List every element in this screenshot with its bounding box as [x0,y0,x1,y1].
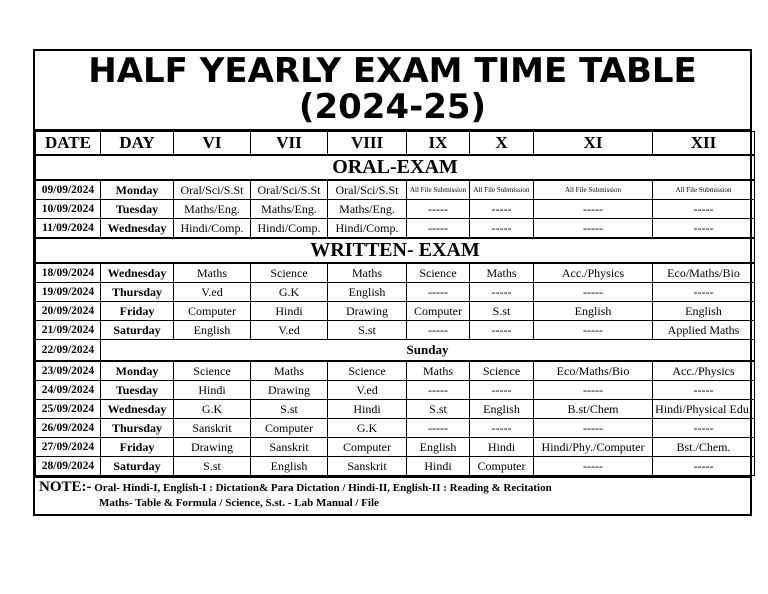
day-cell: Monday [101,180,174,200]
subject-cell: English [470,400,534,419]
column-header: VII [251,132,328,156]
subject-cell: ----- [407,419,470,438]
subject-cell: ----- [407,219,470,239]
holiday-label: Sunday [101,340,755,362]
subject-cell: Maths/Eng. [251,200,328,219]
subject-cell: Applied Maths [653,321,755,340]
subject-cell: Computer [407,302,470,321]
subject-cell: Science [407,263,470,283]
table-row [36,361,755,381]
subject-cell: Computer [328,438,407,457]
subject-cell: V.ed [174,283,251,302]
subject-cell: English [653,302,755,321]
table-row [36,400,755,419]
subject-cell: Eco/Maths/Bio [653,263,755,283]
subject-cell: Sanskrit [251,438,328,457]
subject-cell: ----- [470,381,534,400]
subject-cell: S.st [328,321,407,340]
date-cell: 27/09/2024 [36,438,101,457]
date-cell: 11/09/2024 [36,219,101,239]
day-cell: Saturday [101,321,174,340]
subject-cell: V.ed [328,381,407,400]
note-line-2: Maths- Table & Formula / Science, S.st. - Lab Manual / File [99,497,379,509]
subject-cell: ----- [534,283,653,302]
date-cell: 23/09/2024 [36,361,101,381]
column-header: XII [653,132,755,156]
subject-cell: ----- [653,457,755,476]
subject-cell: S.st [407,400,470,419]
note-label: NOTE:- [39,479,92,495]
subject-cell: Computer [251,419,328,438]
subject-cell: ----- [653,219,755,239]
subject-cell: All File Submission [534,180,653,200]
subject-cell: All File Submission [653,180,755,200]
subject-cell: All File Submission [407,180,470,200]
subject-cell: Computer [470,457,534,476]
date-cell: 10/09/2024 [36,200,101,219]
subject-cell: Acc./Physics [653,361,755,381]
subject-cell: Acc./Physics [534,263,653,283]
title-line-1: HALF YEARLY EXAM TIME TABLE [88,51,697,91]
subject-cell: Hindi [328,400,407,419]
oral-exam-header [36,155,755,180]
timetable-sheet [33,49,752,516]
date-cell: 28/09/2024 [36,457,101,476]
date-cell: 19/09/2024 [36,283,101,302]
subject-cell: Maths [174,263,251,283]
column-header: DAY [101,132,174,156]
subject-cell: English [328,283,407,302]
subject-cell: ----- [470,321,534,340]
subject-cell: Sanskrit [174,419,251,438]
subject-cell: Hindi/Physical Edu. [653,400,755,419]
subject-cell: ----- [407,283,470,302]
date-cell: 26/09/2024 [36,419,101,438]
subject-cell: English [407,438,470,457]
subject-cell: Hindi/Comp. [174,219,251,239]
date-cell: 25/09/2024 [36,400,101,419]
holiday-row [36,340,755,362]
date-cell: 22/09/2024 [36,340,101,362]
column-header: VIII [328,132,407,156]
subject-cell: ----- [470,419,534,438]
subject-cell: G.K [174,400,251,419]
subject-cell: Sanskrit [328,457,407,476]
column-header: DATE [36,132,101,156]
table-row [36,200,755,219]
column-header: XI [534,132,653,156]
note-line-1: Oral- Hindi-I, English-I : Dictation& Para Dictation / Hindi-II, English-II : Reading & Recitation [94,482,552,494]
date-cell: 24/09/2024 [36,381,101,400]
subject-cell: Hindi [251,302,328,321]
subject-cell: Science [251,263,328,283]
day-cell: Tuesday [101,381,174,400]
subject-cell: ----- [534,381,653,400]
header-row [36,132,755,156]
written-exam-header-label: WRITTEN- EXAM [36,238,755,263]
subject-cell: Hindi [407,457,470,476]
subject-cell: G.K [328,419,407,438]
subject-cell: Hindi [174,381,251,400]
subject-cell: ----- [470,219,534,239]
subject-cell: S.st [251,400,328,419]
subject-cell: Science [470,361,534,381]
day-cell: Monday [101,361,174,381]
day-cell: Friday [101,302,174,321]
oral-exam-header-label: ORAL-EXAM [36,155,755,180]
subject-cell: Maths [470,263,534,283]
day-cell: Tuesday [101,200,174,219]
column-header: VI [174,132,251,156]
subject-cell: Science [174,361,251,381]
subject-cell: Computer [174,302,251,321]
subject-cell: English [174,321,251,340]
date-cell: 21/09/2024 [36,321,101,340]
subject-cell: Hindi/Comp. [251,219,328,239]
subject-cell: ----- [653,419,755,438]
subject-cell: Oral/Sci/S.St [328,180,407,200]
day-cell: Friday [101,438,174,457]
subject-cell: Bst./Chem. [653,438,755,457]
table-row [36,381,755,400]
day-cell: Wednesday [101,263,174,283]
table-row [36,219,755,239]
subject-cell: Hindi [470,438,534,457]
table-row [36,283,755,302]
subject-cell: English [251,457,328,476]
written-exam-header [36,238,755,263]
subject-cell: G.K [251,283,328,302]
day-cell: Wednesday [101,400,174,419]
subject-cell: ----- [407,200,470,219]
table-row [36,302,755,321]
subject-cell: Oral/Sci/S.St [251,180,328,200]
table-body [36,155,755,476]
subject-cell: ----- [653,200,755,219]
subject-cell: Maths/Eng. [328,200,407,219]
table-row [36,457,755,476]
day-cell: Thursday [101,283,174,302]
subject-cell: Maths [407,361,470,381]
subject-cell: Hindi/Phy./Computer [534,438,653,457]
day-cell: Thursday [101,419,174,438]
subject-cell: ----- [407,321,470,340]
subject-cell: Maths [251,361,328,381]
subject-cell: Drawing [328,302,407,321]
subject-cell: All File Submission [470,180,534,200]
subject-cell: ----- [534,219,653,239]
subject-cell: Science [328,361,407,381]
subject-cell: ----- [407,381,470,400]
subject-cell: S.st [470,302,534,321]
date-cell: 20/09/2024 [36,302,101,321]
table-row [36,419,755,438]
subject-cell: V.ed [251,321,328,340]
title-line-2: (2024-25) [298,87,487,127]
exam-table [35,131,755,476]
subject-cell: ----- [470,200,534,219]
table-row [36,438,755,457]
subject-cell: ----- [534,457,653,476]
subject-cell: Drawing [174,438,251,457]
subject-cell: Maths/Eng. [174,200,251,219]
note-block [35,476,750,514]
subject-cell: Oral/Sci/S.St [174,180,251,200]
date-cell: 18/09/2024 [36,263,101,283]
subject-cell: ----- [534,321,653,340]
subject-cell: ----- [653,283,755,302]
column-header: X [470,132,534,156]
page-title [35,51,750,131]
subject-cell: Maths [328,263,407,283]
subject-cell: ----- [534,419,653,438]
table-row [36,263,755,283]
subject-cell: ----- [653,381,755,400]
subject-cell: ----- [534,200,653,219]
subject-cell: ----- [470,283,534,302]
column-header: IX [407,132,470,156]
date-cell: 09/09/2024 [36,180,101,200]
table-row [36,321,755,340]
day-cell: Saturday [101,457,174,476]
subject-cell: B.st/Chem [534,400,653,419]
subject-cell: Hindi/Comp. [328,219,407,239]
subject-cell: Eco/Maths/Bio [534,361,653,381]
day-cell: Wednesday [101,219,174,239]
table-row [36,180,755,200]
subject-cell: Drawing [251,381,328,400]
subject-cell: S.st [174,457,251,476]
subject-cell: English [534,302,653,321]
